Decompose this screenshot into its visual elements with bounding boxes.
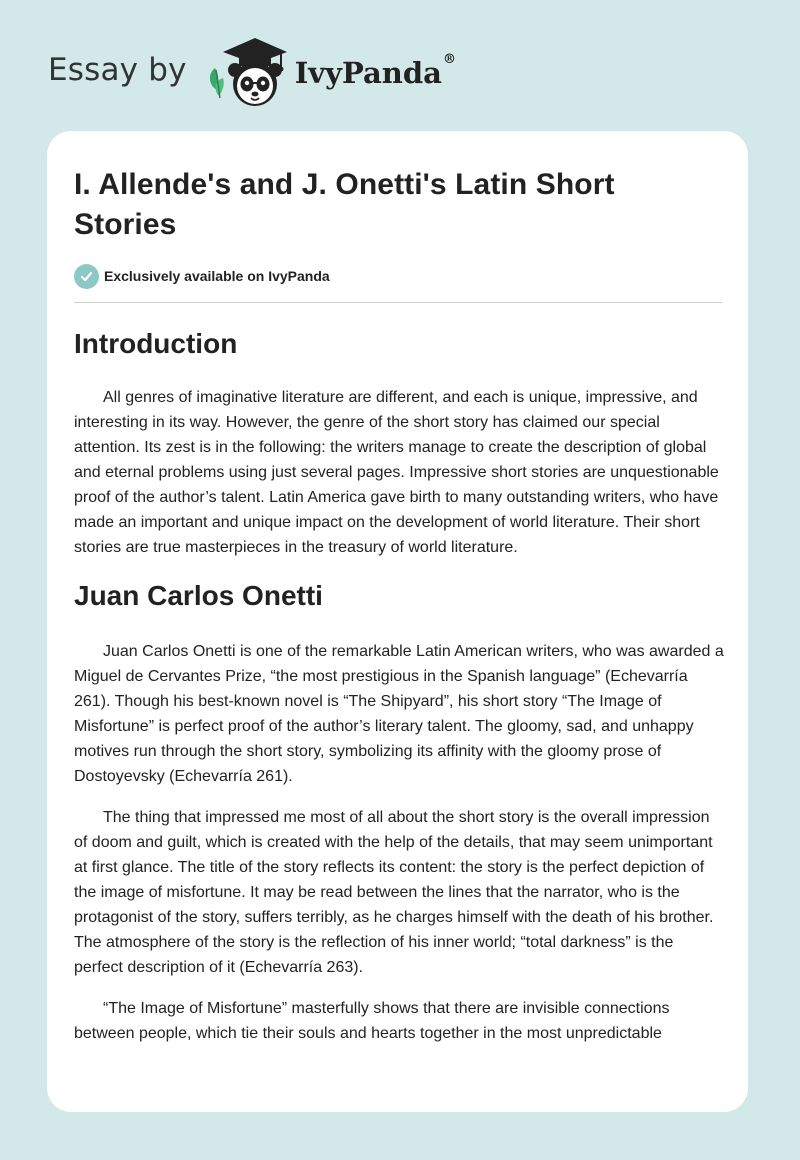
section-heading: Juan Carlos Onetti [74,580,323,611]
paragraph: “The Image of Misfortune” masterfully shows that there are invisible connections between people, which tie their souls and hearts together in the most unpredictable [74,1000,670,1042]
badge-text: Exclusively available on IvyPanda [104,268,330,284]
section-heading: Introduction [74,328,238,359]
section-juan-carlos-onetti [74,579,722,1046]
article-card [47,131,748,1112]
divider [74,302,722,303]
panda-graduate-icon [201,34,289,110]
section-introduction [74,327,722,560]
paragraph: Juan Carlos Onetti is one of the remarkable Latin American writers, who was awarded a Miguel de Cervantes Prize, “the most prestigious in the Spanish language” (Echevarría 261). Though his best-known novel is “The Shipyard”, his short story “The Image of Misfortune” is perfect proof of the author’s literary talent. The gloomy, sad, and unhappy motives run through the short story, symbolizing its affinity with the gloomy prose of Dostoyevsky (Echevarría 261). [74,643,724,785]
brand-prefix: Essay by [48,52,187,88]
check-circle-icon [74,264,99,289]
registered-mark: ® [442,52,456,67]
page-title: I. Allende's and J. Onetti's Latin Short Stories [74,168,615,241]
brand-name: IvyPanda® [294,52,456,90]
paragraph: The thing that impressed me most of all about the short story is the overall impression of doom and guilt, which is created with the help of the details, that may seem unimportant at first glance. The title of the story reflects its content: the story is the perfect depiction of the image of misfortune. It may be read between the lines that the narrator, who is the protagonist of the story, suffers terribly, as he charges himself with the death of his brother. The atmosphere of the story is the reflection of his inner world; “total darkness” is the perfect description of it (Echevarría 263). [74,809,714,976]
brand-header[interactable] [48,34,456,110]
exclusive-badge [74,263,722,289]
paragraph: All genres of imaginative literature are different, and each is unique, impressive, and interesting in its way. However, the genre of the short story has claimed our special attention. Its zest is in the following: the writers manage to create the description of global and eternal problems using just several pages. Impressive short stories are unquestionable proof of the author’s talent. Latin America gave birth to many outstanding writers, who have made an important and unique impact on the development of world literature. Their short stories are true masterpieces in the treasury of world literature. [74,389,719,556]
